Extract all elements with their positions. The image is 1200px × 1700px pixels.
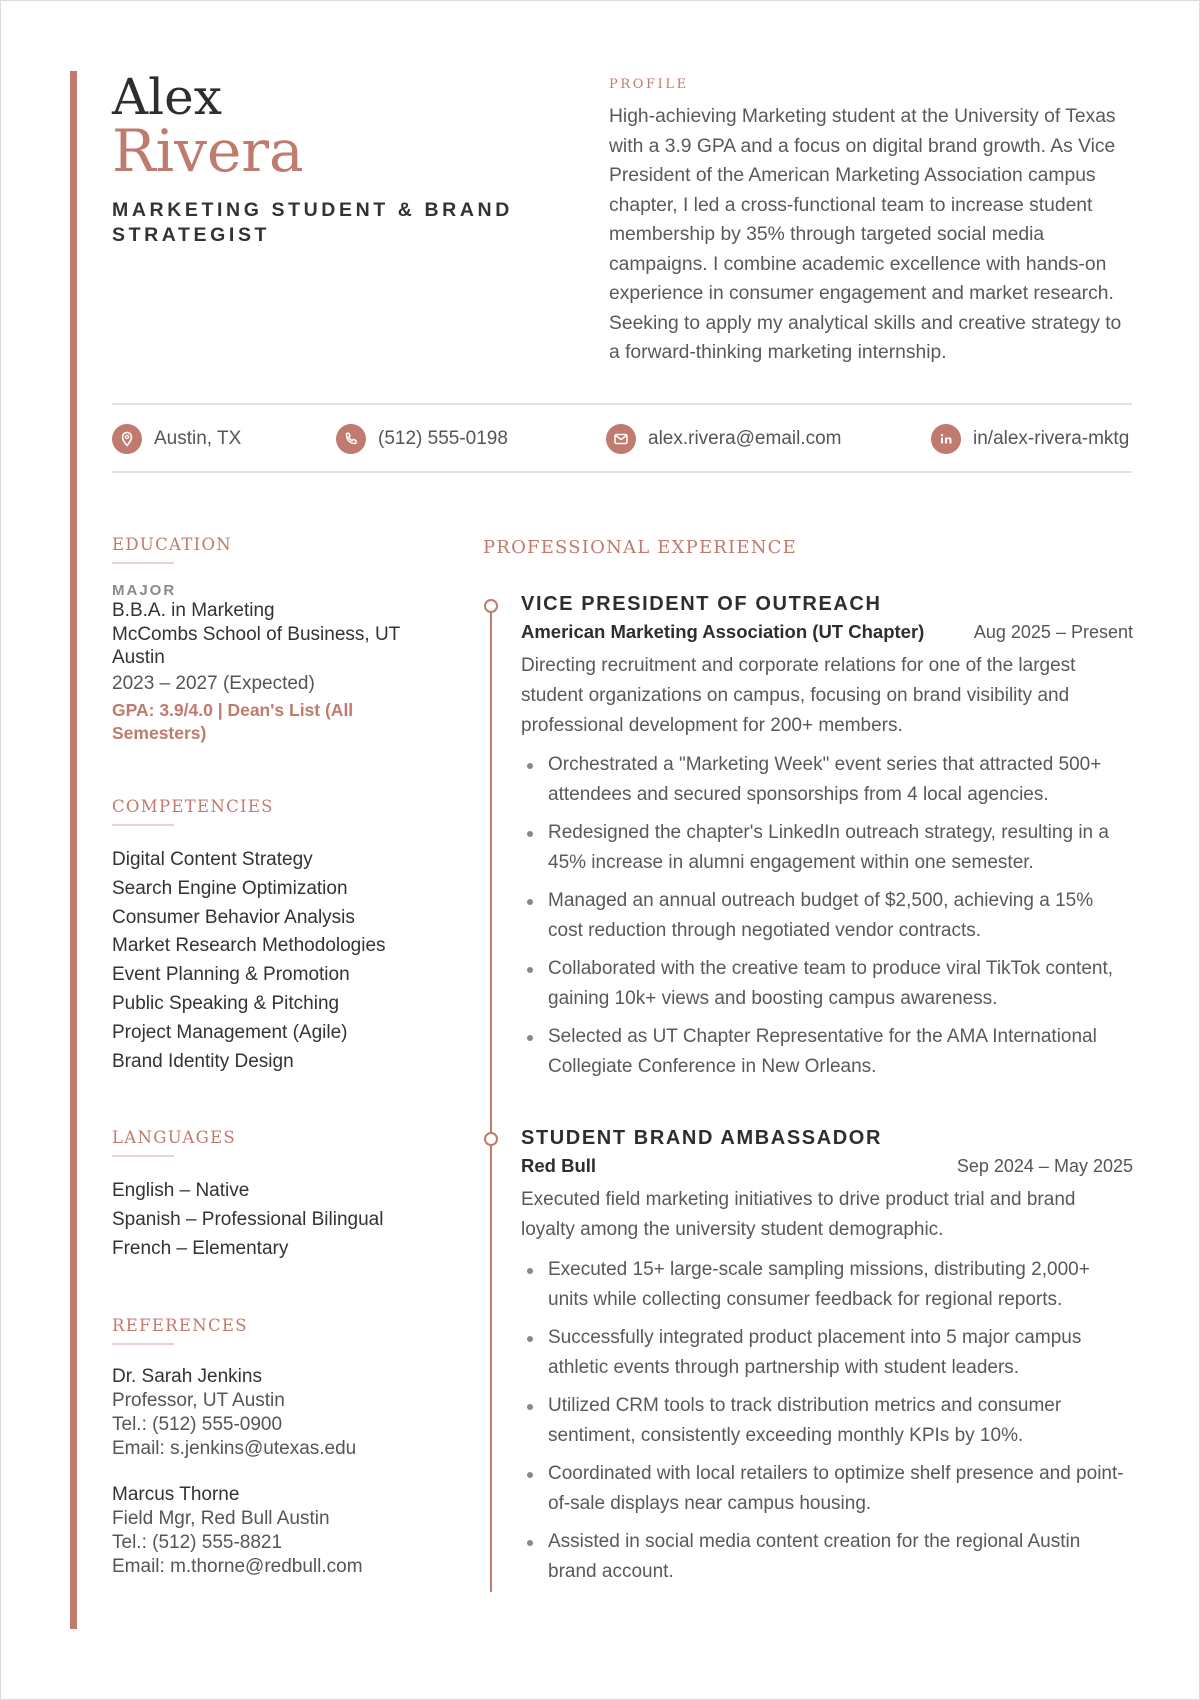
linkedin-icon xyxy=(931,424,961,454)
job-org-row xyxy=(521,1155,1133,1177)
left-column xyxy=(112,535,432,1579)
contact-email[interactable] xyxy=(606,421,842,457)
reference-entry xyxy=(112,1365,432,1461)
timeline-dot xyxy=(484,1132,498,1146)
last-name: Rivera xyxy=(112,117,304,185)
reference-email: Email: s.jenkins@utexas.edu xyxy=(112,1437,357,1459)
languages-section xyxy=(112,1128,432,1263)
job-dates: Aug 2025 – Present xyxy=(973,622,1133,642)
contact-location xyxy=(112,421,241,457)
job-bullet: Coordinated with local retailers to optimize shelf presence and point-of-sale displays near campus housing. xyxy=(521,1459,1133,1519)
competency-item: Brand Identity Design xyxy=(112,1050,294,1072)
job-bullets xyxy=(521,1255,1133,1587)
languages-title: LANGUAGES xyxy=(112,1128,237,1148)
job-bullet: Utilized CRM tools to track distribution metrics and consumer sentiment, consistently exceeding monthly KPIs by 10%. xyxy=(521,1391,1133,1451)
accent-bar xyxy=(70,71,77,1629)
competency-item: Search Engine Optimization xyxy=(112,877,348,899)
reference-name: Marcus Thorne xyxy=(112,1483,240,1505)
job-bullets xyxy=(521,750,1133,1082)
competency-item: Project Management (Agile) xyxy=(112,1021,348,1043)
job-description: Executed field marketing initiatives to drive product trial and brand loyalty among the university student demographic. xyxy=(521,1189,1076,1240)
divider-bottom xyxy=(112,471,1132,473)
job-bullet: Selected as UT Chapter Representative for the AMA International Collegiate Conference in New Orleans. xyxy=(521,1022,1133,1082)
job-entry xyxy=(521,593,1133,1090)
degree: B.B.A. in Marketing xyxy=(112,600,275,621)
education-title: EDUCATION xyxy=(112,535,233,554)
email-icon xyxy=(606,424,636,454)
timeline-line xyxy=(490,605,492,1592)
competency-item: Market Research Methodologies xyxy=(112,935,386,957)
reference-name: Dr. Sarah Jenkins xyxy=(112,1365,262,1387)
reference-role: Professor, UT Austin xyxy=(112,1389,285,1411)
job-description: Directing recruitment and corporate relations for one of the largest student organizations on campus, focusing on brand visibility and professional development for 200+ members. xyxy=(521,655,1076,736)
reference-tel: Tel.: (512) 555-8821 xyxy=(112,1531,283,1553)
contact-linkedin[interactable] xyxy=(931,421,1129,457)
reference-role: Field Mgr, Red Bull Austin xyxy=(112,1507,330,1529)
profile-title: PROFILE xyxy=(609,77,689,92)
job-role: STUDENT BRAND AMBASSADOR xyxy=(521,1127,882,1149)
competency-item: Public Speaking & Pitching xyxy=(112,992,340,1014)
school: McCombs School of Business, UT Austin xyxy=(112,623,400,668)
profile-text: High-achieving Marketing student at the University of Texas with a 3.9 GPA and a focus on digital brand growth. As Vice President of the American Marketing Association campus chapter, I led a cross-functional team to increase student membership by 35% through targeted social media campaigns. I combine academic excellence with hands-on experience in consumer engagement and market research. Seeking to apply my analytical skills and creative strategy to a forward-thinking marketing internship. xyxy=(609,106,1122,363)
reference-tel: Tel.: (512) 555-0900 xyxy=(112,1413,283,1435)
section-underline xyxy=(112,562,174,564)
language-item: French – Elementary xyxy=(112,1237,289,1259)
competency-item: Digital Content Strategy xyxy=(112,849,313,870)
references-section xyxy=(112,1316,432,1579)
experience-title: PROFESSIONAL EXPERIENCE xyxy=(483,537,797,558)
job-entry xyxy=(521,1127,1133,1595)
headline: MARKETING STUDENT & BRAND STRATEGIST xyxy=(112,199,513,246)
job-role: VICE PRESIDENT OF OUTREACH xyxy=(521,593,882,615)
location-text: Austin, TX xyxy=(154,428,242,449)
email-text[interactable]: alex.rivera@email.com xyxy=(648,428,842,449)
divider-top xyxy=(112,403,1132,405)
job-bullet: Redesigned the chapter's LinkedIn outreach strategy, resulting in a 45% increase in alumni engagement within one semester. xyxy=(521,818,1133,878)
reference-email: Email: m.thorne@redbull.com xyxy=(112,1555,363,1577)
reference-entry xyxy=(112,1483,432,1579)
job-org: Red Bull xyxy=(521,1155,597,1176)
job-bullet: Successfully integrated product placement into 5 major campus athletic events through partnership with student leaders. xyxy=(521,1323,1133,1383)
job-bullet: Collaborated with the creative team to produce viral TikTok content, gaining 10k+ views and boosting campus awareness. xyxy=(521,954,1133,1014)
competencies-section xyxy=(112,797,432,1076)
language-item: English – Native xyxy=(112,1180,250,1202)
education-years: 2023 – 2027 (Expected) xyxy=(112,672,315,694)
language-item: Spanish – Professional Bilingual xyxy=(112,1209,384,1231)
competencies-title: COMPETENCIES xyxy=(112,797,274,816)
job-org: American Marketing Association (UT Chapter) xyxy=(521,621,925,642)
references-title: REFERENCES xyxy=(112,1315,248,1335)
linkedin-text[interactable]: in/alex-rivera-mktg xyxy=(973,428,1130,449)
gpa-honors: GPA: 3.9/4.0 | Dean's List (All Semesters) xyxy=(112,700,354,743)
job-dates: Sep 2024 – May 2025 xyxy=(956,1156,1133,1176)
phone-text[interactable]: (512) 555-0198 xyxy=(378,428,508,449)
contact-bar xyxy=(112,421,1132,457)
competency-item: Event Planning & Promotion xyxy=(112,964,350,986)
education-section xyxy=(112,535,432,745)
contact-phone[interactable] xyxy=(336,421,508,457)
location-pin-icon xyxy=(112,424,142,454)
job-org-row xyxy=(521,621,1133,643)
job-bullet: Managed an annual outreach budget of $2,500, achieving a 15% cost reduction through negotiated vendor contracts. xyxy=(521,886,1133,946)
section-underline xyxy=(112,824,174,826)
timeline-dot xyxy=(484,599,498,613)
profile-section xyxy=(609,77,1137,368)
section-underline xyxy=(112,1343,174,1345)
competency-item: Consumer Behavior Analysis xyxy=(112,906,355,928)
job-bullet: Executed 15+ large-scale sampling missions, distributing 2,000+ units while collecting consumer feedback for regional reports. xyxy=(521,1255,1133,1315)
major-label: MAJOR xyxy=(112,582,177,599)
job-bullet: Orchestrated a "Marketing Week" event series that attracted 500+ attendees and secured sponsorships from 4 local agencies. xyxy=(521,750,1133,810)
candidate-name xyxy=(112,68,304,185)
first-name: Alex xyxy=(112,68,222,126)
job-bullet: Assisted in social media content creation for the regional Austin brand account. xyxy=(521,1527,1133,1587)
phone-icon xyxy=(336,424,366,454)
section-underline xyxy=(112,1155,174,1157)
